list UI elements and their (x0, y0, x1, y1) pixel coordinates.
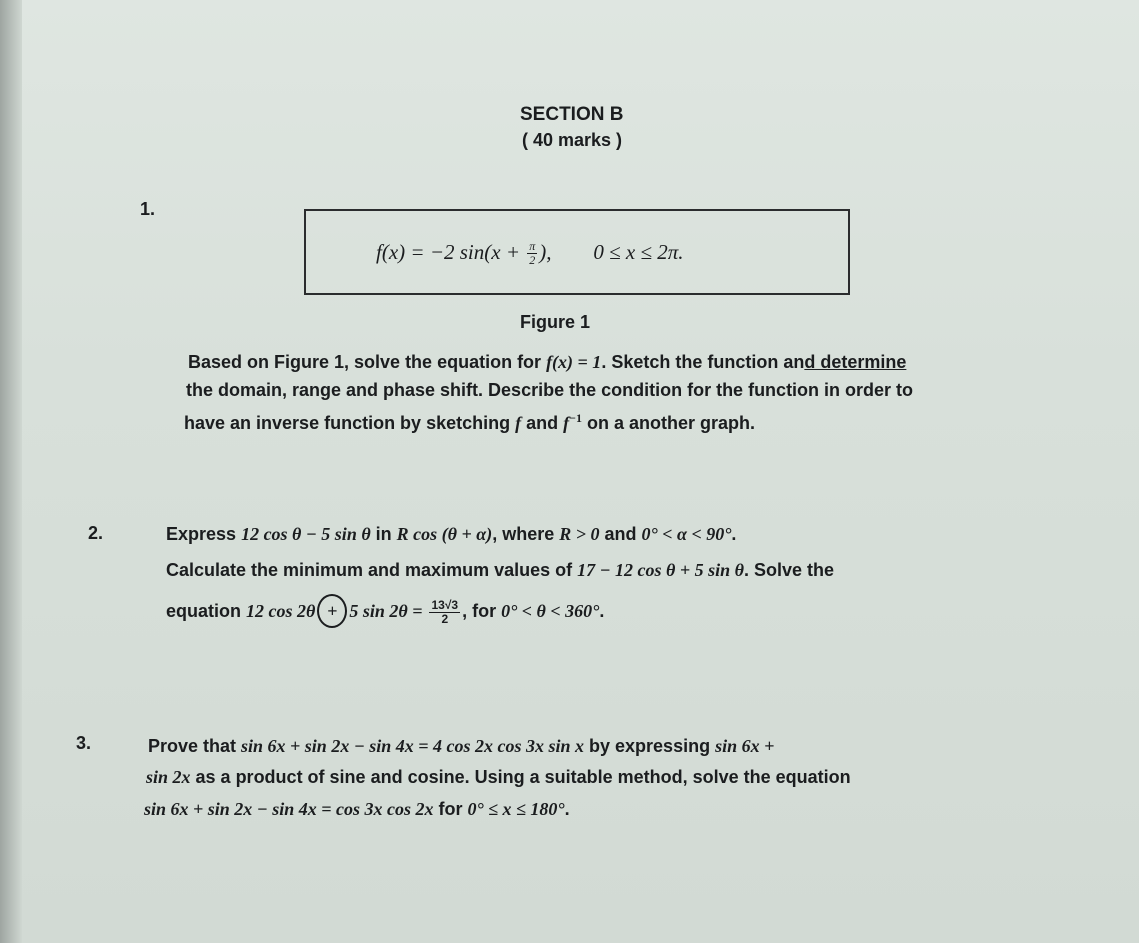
q2-line2-b: . Solve the (743, 560, 835, 580)
q2-line-3 (166, 594, 604, 628)
q3-line1-expr: sin 6x + sin 2x − sin 4x = 4 cos 2x cos 3x sin x (241, 736, 585, 756)
q2-line1-a: Express (166, 524, 242, 544)
figure-1-caption: Figure 1 (520, 312, 591, 332)
q1-line1-a: Based on Figure 1, solve the equation for (188, 352, 547, 372)
q2-line2-a: Calculate the minimum and maximum values of (166, 560, 578, 580)
q1-line3-f: f (515, 413, 522, 433)
q1-line-2: the domain, range and phase shift. Describe the condition for the function in order to (186, 380, 914, 400)
q1-line-3 (184, 405, 755, 436)
q2-line3-c: . (599, 601, 605, 621)
section-marks: ( 40 marks ) (522, 130, 623, 150)
q2-line-1 (166, 521, 736, 547)
q2-line3-expr2: 5 sin 2θ = (349, 601, 423, 621)
q3-line2-expr: sin 2x (146, 767, 191, 787)
q1-line3-a: have an inverse function by sketching (184, 413, 516, 433)
q2-line3-a: equation (166, 601, 246, 621)
formula-two: 2 (529, 253, 536, 267)
formula-pi: π (529, 239, 536, 253)
q2-line3-expr1: 12 cos 2θ (246, 601, 316, 621)
q2-line3-fraction (429, 599, 460, 626)
question-3-number: 3. (76, 733, 92, 753)
q3-line3-b: . (564, 799, 570, 819)
q1-line3-finv: f (563, 413, 570, 433)
q2-line3-den: 2 (441, 611, 449, 626)
formula-arg-close: ), (539, 240, 552, 265)
q2-line3-range: 0° < θ < 360° (501, 601, 600, 621)
q3-line-3 (144, 796, 570, 822)
q1-line3-c: on a another graph. (581, 413, 755, 433)
question-2-number: 2. (88, 523, 104, 543)
q1-line1-math: f(x) = 1 (546, 352, 602, 372)
q1-line3-sup: −1 (569, 411, 582, 425)
q3-line1-b: by expressing (584, 736, 716, 756)
q2-line1-cond1: R > 0 (559, 524, 600, 544)
q2-line1-e: . (731, 524, 737, 544)
formula-domain: 0 ≤ x ≤ 2π. (593, 240, 684, 265)
q1-line-1 (188, 349, 906, 375)
q3-line3-range: 0° ≤ x ≤ 180° (467, 799, 565, 819)
q3-line2-a: as a product of sine and cosine. Using a suitable method, solve the equation (190, 767, 851, 787)
q3-line3-a: for (433, 799, 468, 819)
question-1-number: 1. (140, 199, 156, 219)
q1-line1-b: . Sketch the function an (601, 352, 805, 372)
q2-line-2 (166, 557, 834, 583)
q2-line1-d: and (599, 524, 642, 544)
q2-line1-c: , where (492, 524, 560, 544)
paper-edge-shadow (0, 0, 22, 943)
q3-line-2 (146, 764, 851, 790)
q2-line2-expr: 17 − 12 cos θ + 5 sin θ (577, 560, 744, 580)
q3-line1-a: Prove that (148, 736, 242, 756)
q2-line1-b: in (370, 524, 397, 544)
q3-line-1 (148, 733, 774, 759)
section-title: SECTION B (520, 104, 624, 125)
q3-line3-expr: sin 6x + sin 2x − sin 4x = cos 3x cos 2x (144, 799, 434, 819)
q2-circled-operator: + (317, 594, 347, 628)
q2-line1-expr: 12 cos θ − 5 sin θ (241, 524, 371, 544)
formula-arg-open: (x + (484, 240, 526, 265)
q1-line3-b: and (521, 413, 564, 433)
formula-fraction (527, 240, 537, 267)
q1-line1-c: d determine (804, 352, 907, 372)
formula-lhs: f(x) = −2 sin (376, 240, 485, 265)
q2-line3-b: , for (462, 601, 502, 621)
q3-line1-tail: sin 6x + (715, 736, 775, 756)
q2-line3-num: 13√3 (431, 597, 459, 612)
figure-1-formula (376, 240, 684, 267)
q2-line1-form: R cos (θ + α) (396, 524, 493, 544)
q2-line1-cond2: 0° < α < 90° (641, 524, 732, 544)
